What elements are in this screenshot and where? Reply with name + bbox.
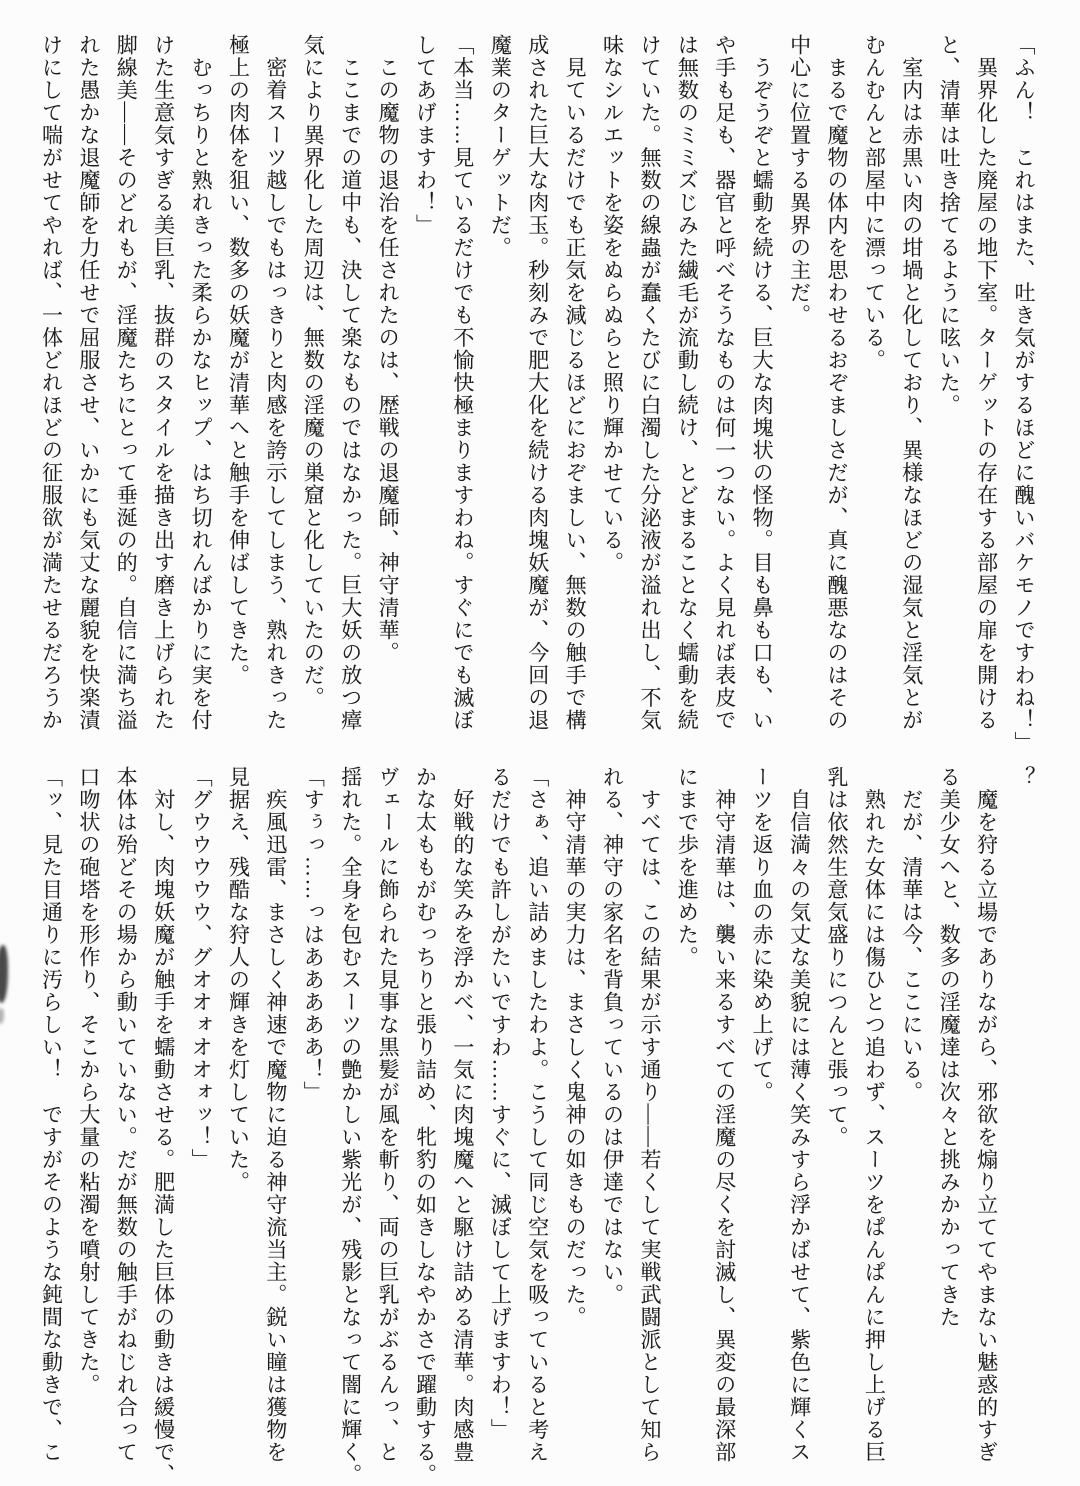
text-column: 気により異界化した周辺は、無数の淫魔の巣窟と化していたのだ。: [301, 34, 326, 709]
text-column: ヴェールに飾られた見事な黒髪が風を斬り、両の巨乳がぶるんっ、と: [376, 766, 401, 1464]
text-column: 乳は依然生意気盛りにつんと張って。: [824, 766, 849, 1149]
text-column: 対し、肉塊妖魔が触手を蠕動させる。肥満した巨体の動きは緩慢で、: [151, 766, 176, 1486]
text-column: うぞうぞと蠕動を続ける、巨大な肉塊状の怪物。目も鼻も口も、い: [750, 34, 775, 732]
text-column: むっちりと熟れきった柔らかなヒップ、はち切れんばかりに実を付: [189, 34, 214, 732]
text-column: けていた。無数の線蟲が蠢くたびに白濁した分泌液が溢れ出し、不気: [637, 34, 662, 732]
text-column: ーツを返り血の赤に染め上げて。: [750, 766, 775, 1104]
text-column: 魔を狩る立場でありながら、邪欲を煽り立ててやまない魅惑的すぎ: [974, 766, 999, 1464]
text-column: だが、清華は今、ここにいる。: [899, 766, 924, 1104]
text-column: 好戦的な笑みを浮かべ、一気に肉塊魔へと駆け詰める清華。肉感豊: [450, 766, 475, 1464]
text-column: ここまでの道中も、決して楽なものではなかった。巨大妖の放つ瘴: [338, 34, 363, 732]
top-text-block: [32, 34, 1042, 754]
text-column: 口吻状の砲塔を形作り、そこから大量の粘濁を噴射してきた。: [76, 766, 101, 1396]
text-column: 見ているだけでも正気を減じるほどにおぞましい、無数の触手で構: [563, 34, 588, 732]
bottom-text-block: [32, 766, 1042, 1486]
text-column: 神守清華の実力は、まさしく鬼神の如きものだった。: [563, 766, 588, 1329]
text-column: にまで歩を進めた。: [675, 766, 700, 969]
text-column: 異界化した廃屋の地下室。ターゲットの存在する部屋の扉を開ける: [974, 34, 999, 732]
text-column: 疾風迅雷、まさしく神速で魔物に迫る神守流当主。鋭い瞳は獲物を: [263, 766, 288, 1464]
text-column: 中心に位置する異界の主だ。: [787, 34, 812, 327]
text-column: 成された巨大な肉玉。秒刻みで肥大化を続ける肉塊妖魔が、今回の退: [525, 34, 550, 732]
text-column: 極上の肉体を狙い、数多の妖魔が清華へと触手を伸ばしてきた。: [226, 34, 251, 687]
text-column: この魔物の退治を任されたのは、歴戦の退魔師、神守清華。: [376, 34, 401, 664]
text-column: 密着スーツ越しでもはっきりと肉感を誇示してしまう、熟れきった: [263, 34, 288, 732]
text-column: 自信満々の気丈な美貌には薄く笑みすら浮かばせて、紫色に輝くス: [787, 766, 812, 1464]
scan-artifact-smudge: [0, 945, 8, 1003]
text-column: 本体は殆どその場から動いていない。だが無数の触手がねじれ合って: [114, 766, 139, 1464]
text-column: は無数のミミズじみた繊毛が流動し続け、とどまることなく蠕動を続: [675, 34, 700, 732]
text-column: してあげますわ！」: [413, 34, 438, 237]
text-column: れた愚かな退魔師を力任せで屈服させ、いかにも気丈な麗貌を快楽漬: [76, 34, 101, 732]
text-column: 「本当……見ているだけでも不愉快極まりますわね。すぐにでも滅ぼ: [450, 34, 475, 732]
text-column: る美少女へと、数多の淫魔達は次々と挑みかかってきた: [937, 766, 962, 1329]
text-column: 「さぁ、追い詰めましたわよ。こうして同じ空気を吸っていると考え: [525, 766, 550, 1464]
text-column: けた生意気すぎる美巨乳、抜群のスタイルを描き出す磨き上げられた: [151, 34, 176, 732]
text-column: 味なシルエットを姿をぬらぬらと照り輝かせている。: [600, 34, 625, 574]
text-column: かな太ももがむっちりと張り詰め、牝豹の如きしなやかさで躍動する。: [413, 766, 438, 1486]
text-column: ？: [1012, 766, 1036, 789]
text-column: と、清華は吐き捨てるように呟いた。: [937, 34, 962, 417]
text-column: 「グウウウウウ、グオオォオオォッ！」: [189, 766, 214, 1171]
text-column: 脚線美——そのどれもが、淫魔たちにとって垂涎の的。自信に満ち溢: [114, 34, 139, 732]
text-column: 室内は赤黒い肉の坩堝と化しており、異様なほどの湿気と淫気とが: [899, 34, 924, 732]
text-column: 揺れた。全身を包むスーツの艶かしい紫光が、残影となって闇に輝く。: [338, 766, 363, 1486]
text-column: まるで魔物の体内を思わせるおぞましさだが、真に醜悪なのはその: [824, 34, 849, 732]
text-column: むんむんと部屋中に漂っている。: [862, 34, 887, 372]
text-column: 魔業のターゲットだ。: [488, 34, 513, 259]
text-column: 「ッ、見た目通りに汚らしい！ ですがそのような鈍間な動きで、こ: [39, 766, 64, 1464]
text-column: れる、神守の家名を背負っているのは伊達ではない。: [600, 766, 625, 1306]
text-column: すべては、この結果が示す通り——若くして実戦武闘派として知ら: [637, 766, 662, 1464]
text-column: 「すぅっ……っはあああああ！」: [301, 766, 326, 1104]
text-column: 「ふん！ これはまた、吐き気がするほどに醜いバケモノですわね！」: [1012, 34, 1036, 754]
text-column: 熟れた女体には傷ひとつ追わず、スーツをぱんぱんに押し上げる巨: [862, 766, 887, 1464]
text-column: 神守清華は、襲い来るすべての淫魔の尽くを討滅し、異変の最深部: [712, 766, 737, 1464]
text-column: や手も足も、器官と呼べそうなものは何一つない。よく見れば表皮で: [712, 34, 737, 732]
text-column: るだけでも許しがたいですわ……すぐに、滅ぼして上げますわ！」: [488, 766, 513, 1441]
text-column: 見据え、残酷な狩人の輝きを灯していた。: [226, 766, 251, 1194]
text-column: けにして喘がせてやれば、一体どれほどの征服欲が満たせるだろうか: [39, 34, 64, 732]
scan-artifact-smudge: [0, 1008, 4, 1024]
